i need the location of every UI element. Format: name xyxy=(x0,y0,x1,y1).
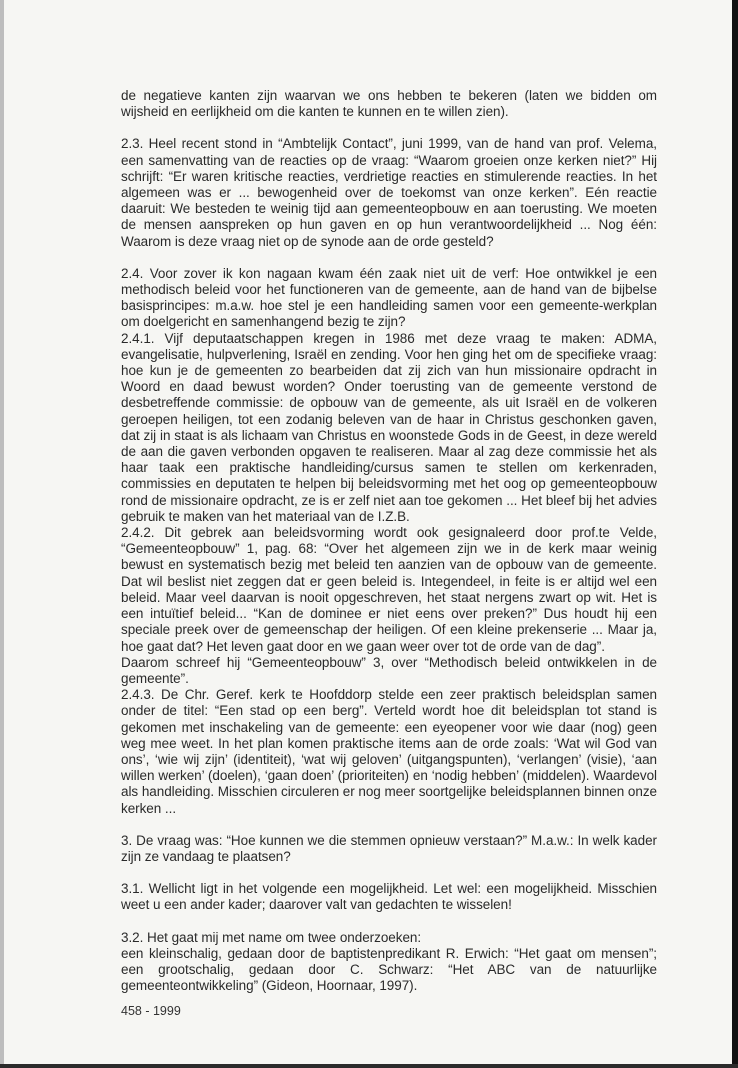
paragraph-2-4: 2.4. Voor zover ik kon nagaan kwam één zaak niet uit de verf: Hoe ontwikkel je een methodisch beleid voor het functioneren van de gemeente, aan de hand van de bijbelse basisprincipes: m.a.w. hoe stel je een handleiding samen voor een gemeente-werkplan om doelgericht en samenhangend bezig te zijn? xyxy=(121,265,657,330)
paragraph-2-4-3: 2.4.3. De Chr. Geref. kerk te Hoofddorp stelde een zeer praktisch beleidsplan samen onder de titel: “Een stad op een berg”. Verteld wordt hoe dit beleidsplan tot stand is gekomen met inschakeling van de gemeente: een eyeopener voor wie daar (nog) geen weg mee weet. In het plan komen praktische items aan de orde zoals: ‘Wat wil God van ons’, ‘wie wij zijn’ (identiteit), ‘wat wij geloven’ (uitgangspunten), ‘verlangen’ (visie), ‘aan willen werken’ (doelen), ‘gaan doen’ (prioriteiten) en ‘nodig hebben’ (middelen). Waardevol als handleiding. Misschien circuleren er nog meer soortgelijke beleidsplannen binnen onze kerken ... xyxy=(121,687,657,816)
body-text xyxy=(121,88,657,994)
paragraph-3-2-detail: een kleinschalig, gedaan door de baptistenpredikant R. Erwich: “Het gaat om mensen”; een grootschalig, gedaan door C. Schwarz: “Het ABC van de natuurlijke gemeenteontwikkeling” (Gideon, Hoornaar, 1997). xyxy=(121,945,657,994)
paragraph-3: 3. De vraag was: “Hoe kunnen we die stemmen opnieuw verstaan?” M.a.w.: In welk kader zijn ze vandaag te plaatsen? xyxy=(121,832,657,864)
paragraph-intro: de negatieve kanten zijn waarvan we ons hebben te bekeren (laten we bidden om wijsheid en eerlijkheid om die kanten te kunnen en te willen zien). xyxy=(121,88,657,120)
paragraph-3-2: 3.2. Het gaat mij met name om twee onderzoeken: xyxy=(121,929,422,945)
paragraph-daarom: Daarom schreef hij “Gemeenteopbouw” 3, over “Methodisch beleid ontwikkelen in de gemeente”. xyxy=(121,654,657,686)
paragraph-2-3: 2.3. Heel recent stond in “Ambtelijk Contact”, juni 1999, van de hand van prof. Velema, een samenvatting van de reacties op de vraag: “Waarom groeien onze kerken niet?” Hij schrijft: “Er waren kritische reacties, verdrietige reacties en stimulerende reacties. In het algemeen was er ... bewogenheid over de toekomst van onze kerken”. Eén reactie daaruit: We besteden te weinig tijd aan gemeenteopbouw en aan toerusting. We moeten de mensen aanspreken op hun gaven en op hun verantwoordelijkheid ... Nog één: Waarom is deze vraag niet op de synode aan de orde gesteld? xyxy=(121,136,657,249)
paragraph-3-1: 3.1. Wellicht ligt in het volgende een mogelijkheid. Let wel: een mogelijkheid. Misschien weet u een ander kader; daarover valt van gedachten te wisselen! xyxy=(121,881,657,913)
paragraph-2-4-2: 2.4.2. Dit gebrek aan beleidsvorming wordt ook gesignaleerd door prof.te Velde, “Gemeenteopbouw” 1, pag. 68: “Over het algemeen zijn we in de kerk maar weinig bewust en systematisch bezig met beleid ten aanzien van de opbouw van de gemeente. Dat wil beslist niet zeggen dat er geen beleid is. Integendeel, in feite is er altijd wel een beleid. Maar veel daarvan is nooit opgeschreven, het staat nergens zwart op wit. Het is een intuïtief beleid... “Kan de dominee er niet eens over preken?” Dus houdt hij een speciale preek over de gemeenschap der heiligen. Of een kleine prekenserie ... Maar ja, hoe gaat dat? Het leven gaat door en we gaan weer over tot de orde van de dag”. xyxy=(121,525,657,654)
scan-edge-right xyxy=(732,0,738,1068)
scan-edge-bottom xyxy=(0,1064,738,1068)
page-number: 458 - 1999 xyxy=(121,1004,181,1018)
paragraph-2-4-1: 2.4.1. Vijf deputaatschappen kregen in 1986 met deze vraag te maken: ADMA, evangelisatie, hulpverlening, Israël en zending. Voor hen ging het om de specifieke vraag: hoe kun je de gemeenten zo bearbeiden dat zij zich van hun missionaire opdracht in Woord en daad bewust worden? Onder toerusting van de gemeente verstond de desbetreffende commissie: de opbouw van de gemeente, als uit Israël en de volkeren geroepen heiligen, tot een zodanig beleven van de haar in Christus geschonken gaven, dat zij in staat is als lichaam van Christus en woonstede Gods in de Geest, in deze wereld de aan die gaven verbonden opgaven te realiseren. Maar al zag deze commissie het als haar taak een praktische handleiding/cursus samen te stellen om kerkenraden, commissies en deputaten te helpen bij beleidsvorming met het oog op gemeenteopbouw rond de missionaire opdracht, ze is er zelf niet aan toe gekomen ... Het bleef bij het advies gebruik te maken van het materiaal van de I.Z.B. xyxy=(121,330,657,524)
document-page xyxy=(4,0,732,1064)
